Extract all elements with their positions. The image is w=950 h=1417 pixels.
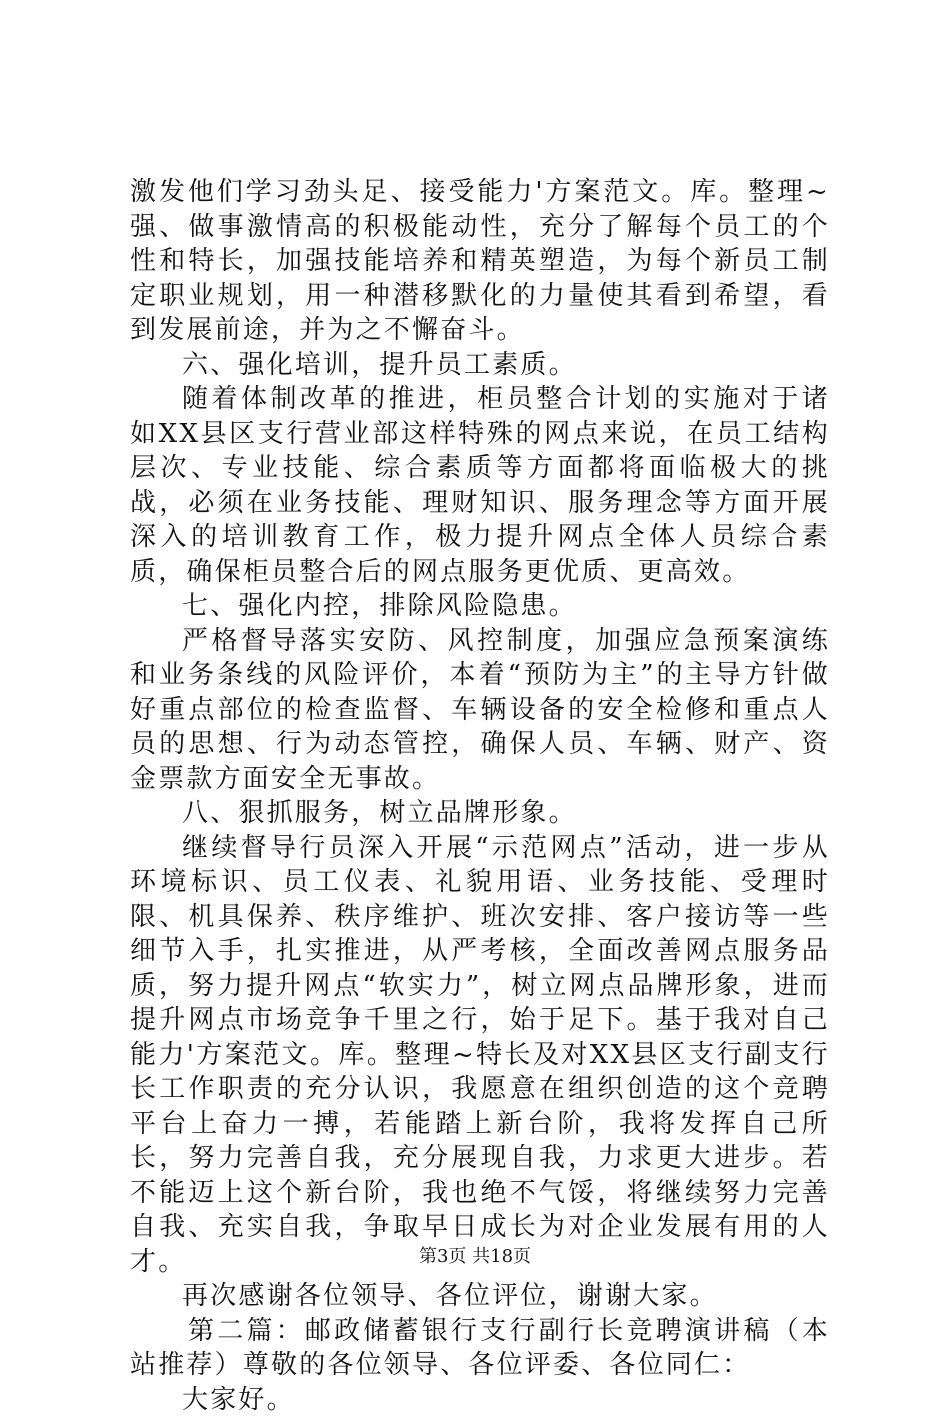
document-body [130, 175, 830, 1417]
heading-section-8: 八、狠抓服务，树立品牌形象。 [130, 796, 830, 831]
paragraph-thanks: 再次感谢各位领导、各位评位，谢谢大家。 [130, 1279, 830, 1314]
heading-section-6: 六、强化培训，提升员工素质。 [130, 348, 830, 383]
heading-section-7: 七、强化内控，排除风险隐患。 [130, 589, 830, 624]
heading-part-two: 第二篇：邮政储蓄银行支行副行长竞聘演讲稿（本站推荐）尊敬的各位领导、各位评委、各位同仁： [130, 1314, 830, 1383]
paragraph-service: 继续督导行员深入开展“示范网点”活动，进一步从环境标识、员工仪表、礼貌用语、业务技能、受理时限、机具保养、秩序维护、班次安排、客户接访等一些细节入手，扎实推进，从严考核，全面改善网点服务品质，努力提升网点“软实力”，树立网点品牌形象，进而提升网点市场竞争千里之行，始于足下。基于我对自己能力'方案范文。库。整理~特长及对XX县区支行副支行长工作职责的充分认识，我愿意在组织创造的这个竞聘平台上奋力一搏，若能踏上新台阶，我将发挥自己所长，努力完善自我，充分展现自我，力求更大进步。若不能迈上这个新台阶，我也绝不气馁，将继续努力完善自我、充实自我，争取早日成长为对企业发展有用的人才。 [130, 831, 830, 1280]
paragraph-continuation: 激发他们学习劲头足、接受能力'方案范文。库。整理~强、做事激情高的积极能动性，充分了解每个员工的个性和特长，加强技能培养和精英塑造，为每个新员工制定职业规划，用一种潜移默化的力量使其看到希望，看到发展前途，并为之不懈奋斗。 [130, 175, 830, 348]
paragraph-internal-control: 严格督导落实安防、风控制度，加强应急预案演练和业务条线的风险评价，本着“预防为主”的主导方针做好重点部位的检查监督、车辆设备的安全检修和重点人员的思想、行为动态管控，确保人员、车辆、财产、资金票款方面安全无事故。 [130, 624, 830, 797]
page-number-footer: 第3页 共18页 [0, 1242, 950, 1268]
paragraph-greeting: 大家好。 [130, 1383, 830, 1417]
paragraph-training: 随着体制改革的推进，柜员整合计划的实施对于诸如XX县区支行营业部这样特殊的网点来说，在员工结构层次、专业技能、综合素质等方面都将面临极大的挑战，必须在业务技能、理财知识、服务理念等方面开展深入的培训教育工作，极力提升网点全体人员综合素质，确保柜员整合后的网点服务更优质、更高效。 [130, 382, 830, 589]
